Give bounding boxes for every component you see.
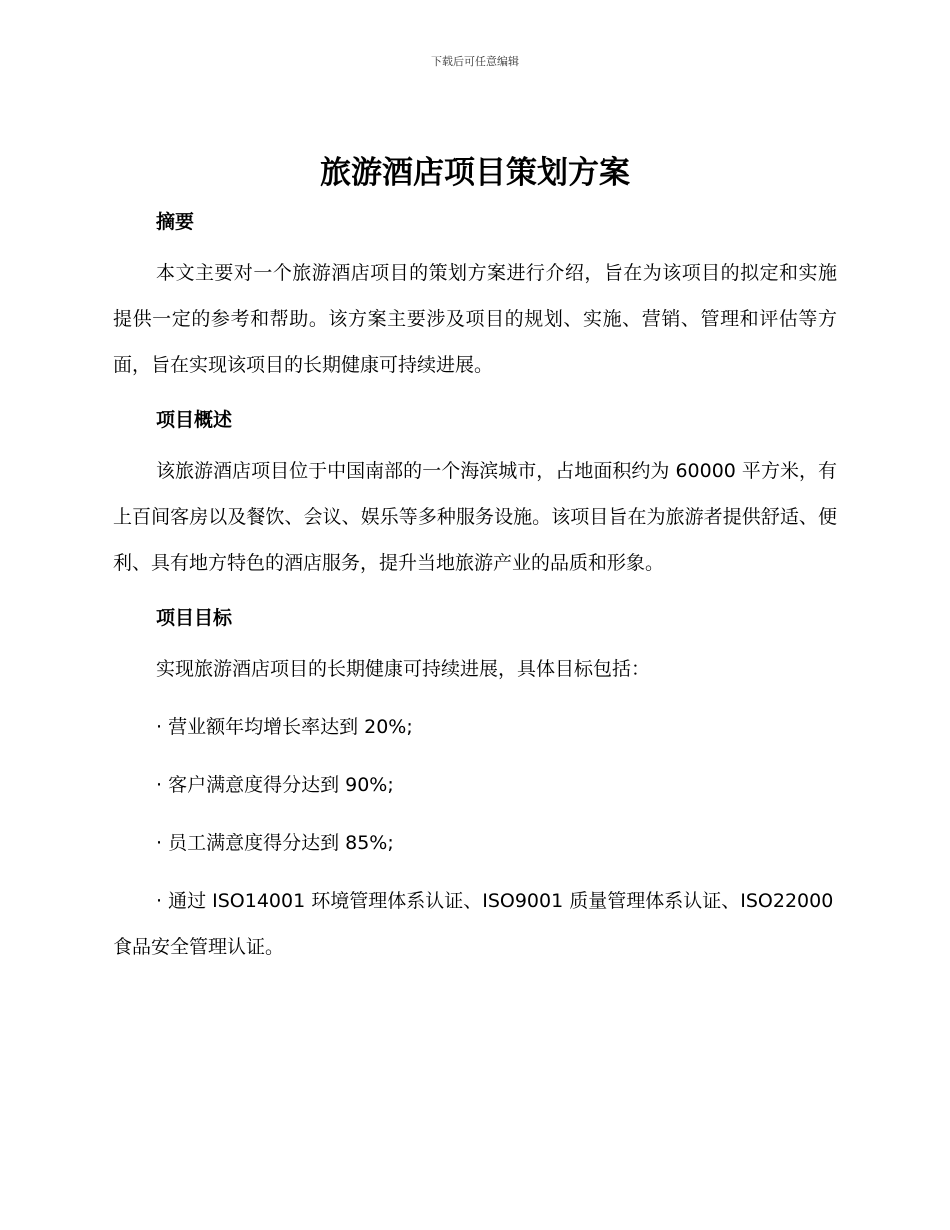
goal-item: · 客户满意度得分达到 90%; bbox=[156, 774, 394, 796]
header-note: 下载后可任意编辑 bbox=[431, 55, 519, 68]
section-heading-goals: 项目目标 bbox=[156, 607, 233, 629]
goals-intro: 实现旅游酒店项目的长期健康可持续进展，具体目标包括： bbox=[156, 658, 651, 680]
goal-item: · 员工满意度得分达到 85%; bbox=[156, 832, 394, 854]
abstract-section bbox=[113, 202, 837, 388]
document-title: 旅游酒店项目策划方案 bbox=[320, 155, 630, 191]
overview-section bbox=[113, 400, 837, 586]
goals-section bbox=[113, 598, 837, 970]
overview-paragraph: 该旅游酒店项目位于中国南部的一个海滨城市，占地面积约为 60000 平方米，有上百间客房以及餐饮、会议、娱乐等多种服务设施。该项目旨在为旅游者提供舒适、便利、具有地方特色的酒店服务，提升当地旅游产业的品质和形象。 bbox=[113, 460, 837, 574]
goal-item: · 通过 ISO14001 环境管理体系认证、ISO9001 质量管理体系认证、ISO22000 食品安全管理认证。 bbox=[113, 890, 834, 958]
section-heading-abstract: 摘要 bbox=[156, 211, 195, 233]
goal-item: · 营业额年均增长率达到 20%; bbox=[156, 716, 413, 738]
abstract-paragraph: 本文主要对一个旅游酒店项目的策划方案进行介绍，旨在为该项目的拟定和实施提供一定的参考和帮助。该方案主要涉及项目的规划、实施、营销、管理和评估等方面，旨在实现该项目的长期健康可持续进展。 bbox=[113, 262, 837, 376]
section-heading-overview: 项目概述 bbox=[156, 409, 233, 431]
document-body bbox=[113, 202, 837, 970]
